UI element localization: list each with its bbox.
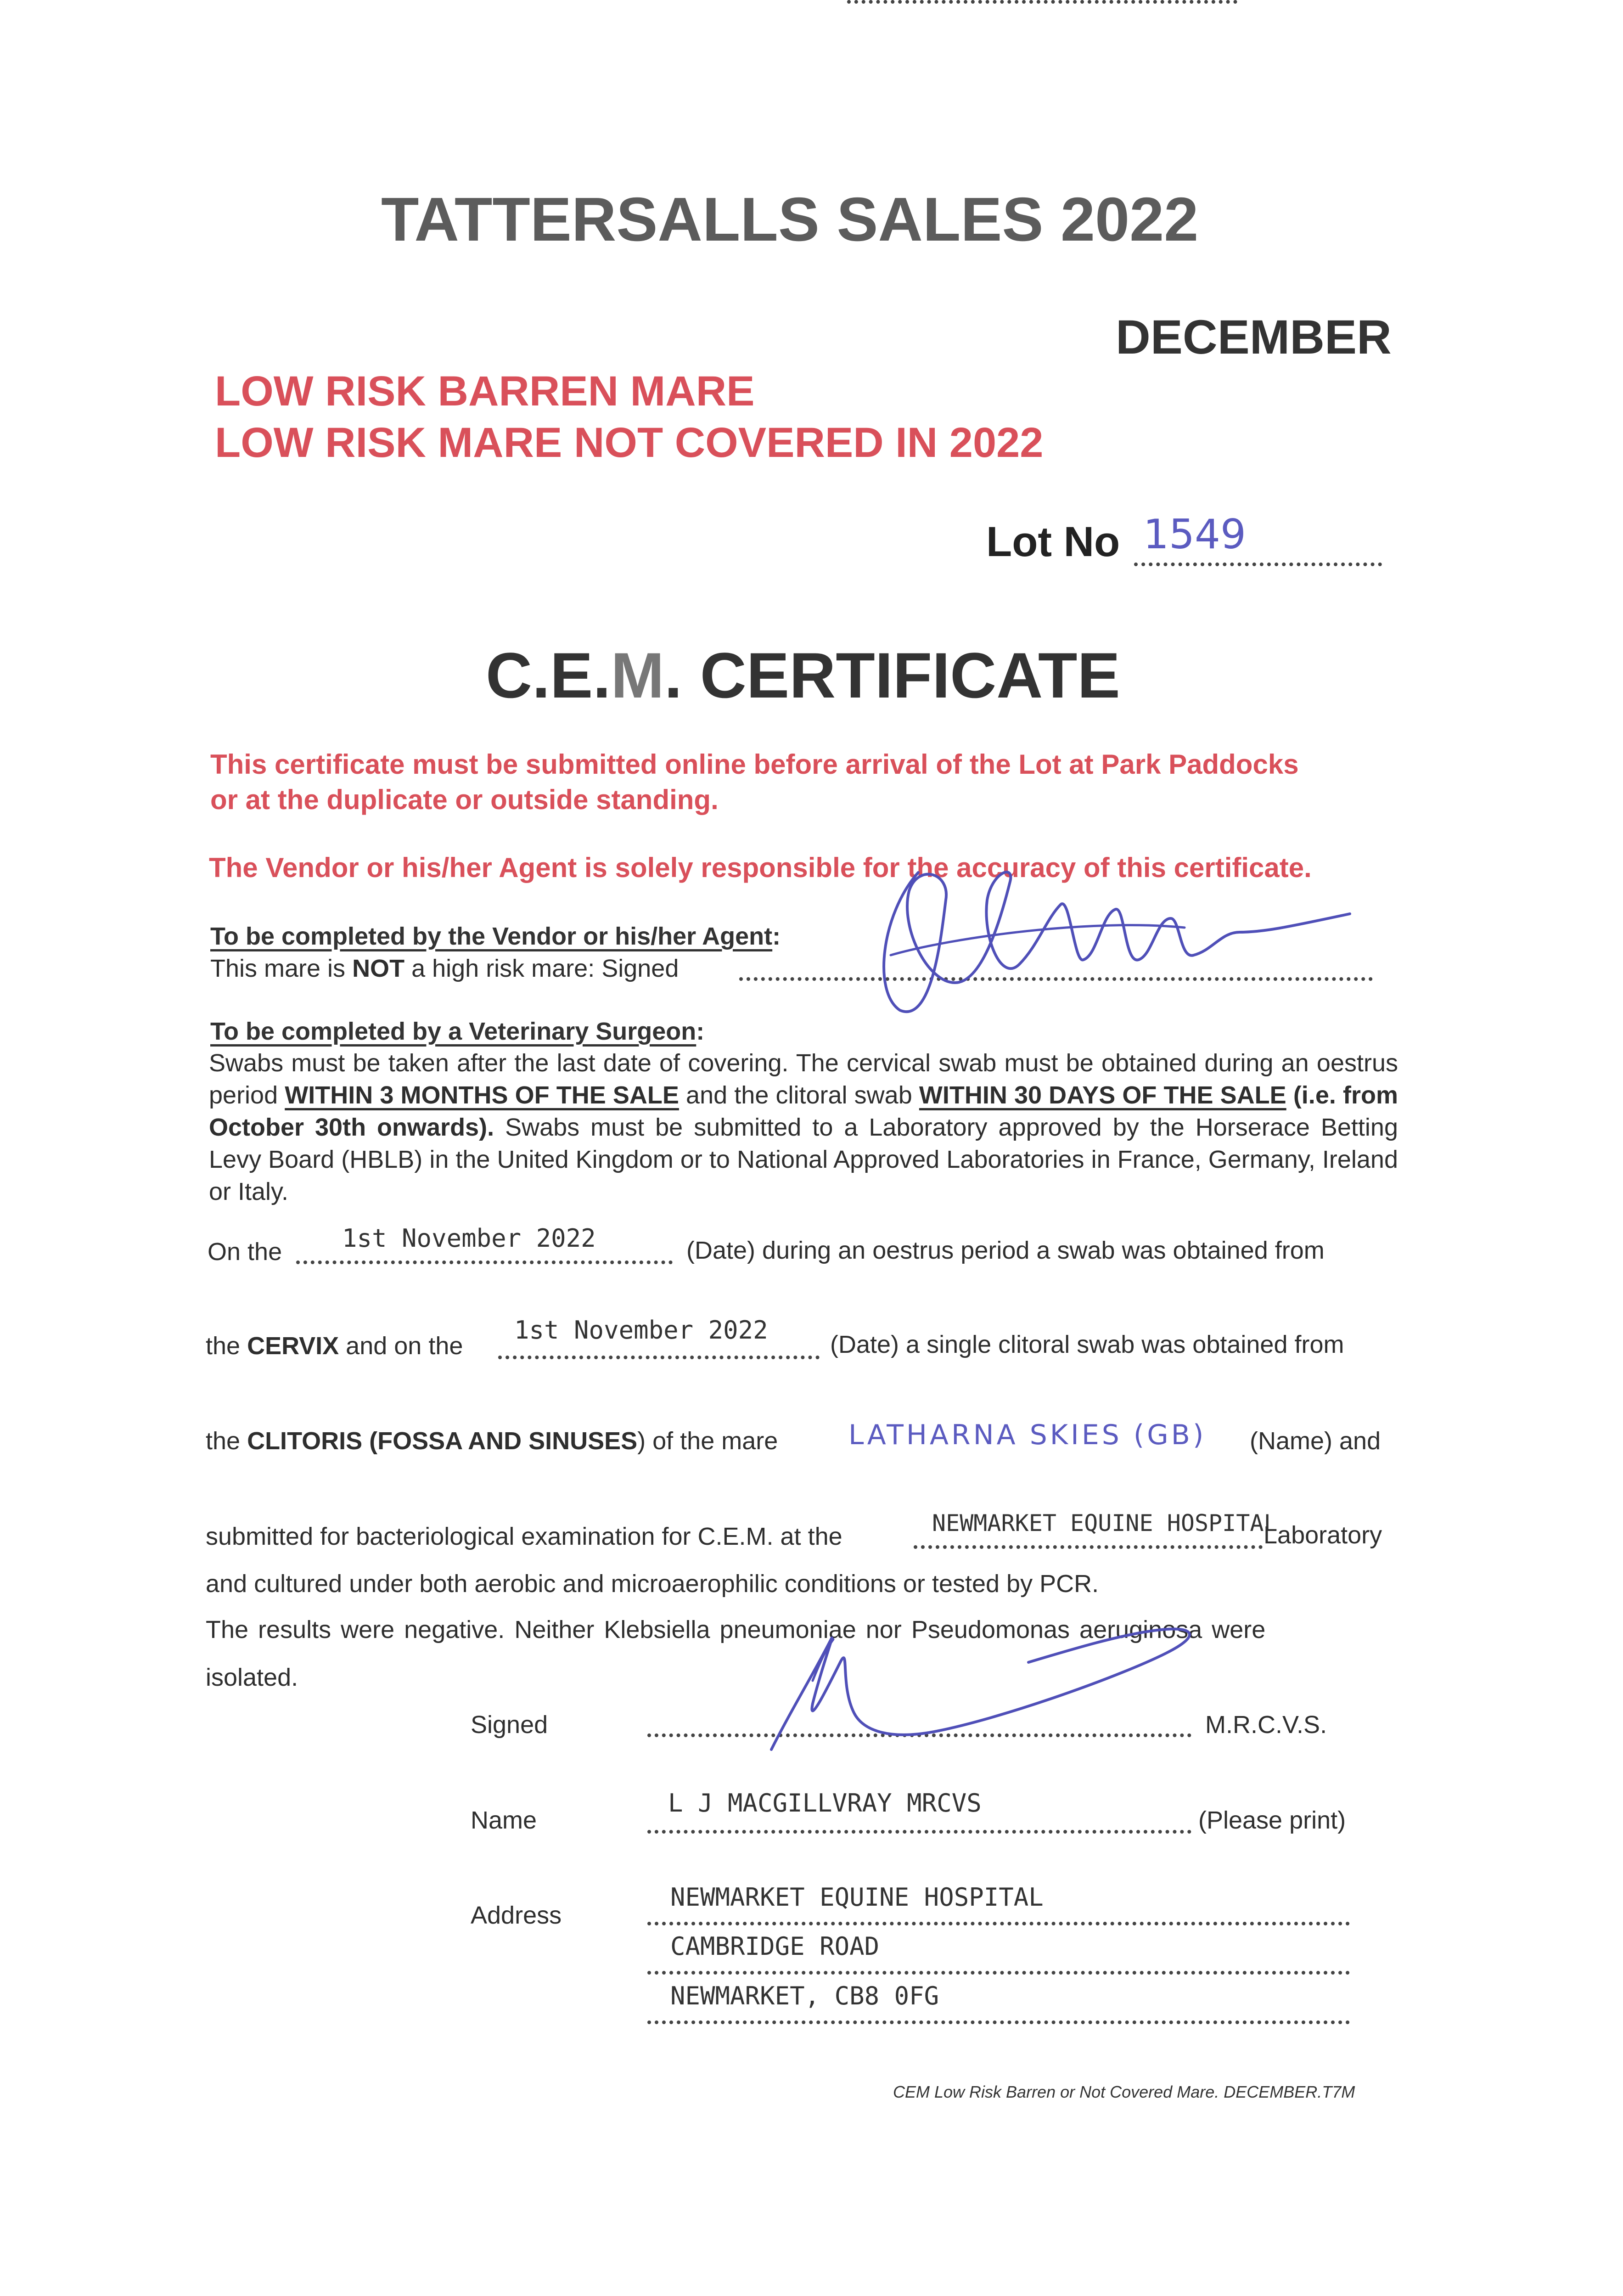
laboratory-name: NEWMARKET EQUINE HOSPITAL [932,1510,1278,1536]
cultured-statement: and cultured under both aerobic and microaerophilic conditions or tested by PCR. [206,1570,1099,1598]
cervix-label: CERVIX [247,1332,339,1360]
of-the-mare-label: ) of the mare [637,1427,778,1455]
vet-instructions-end: Swabs must be submitted to a Laboratory approved by the Horserace Betting Levy Board (HBLB) in the United Kingdom or to National Approved Laboratories in France, Germany, Ireland or Italy. [209,1114,1398,1205]
vet-instructions-bold1: WITHIN 3 MONTHS OF THE SALE [285,1081,679,1109]
the-label: the [206,1332,247,1360]
vet-instructions-bold3: (i.e. from October 30th onwards). [209,1081,1398,1141]
address-dots-1 [647,1922,1350,1925]
vet-heading: To be completed by a Veterinary Surgeon: [210,1018,705,1045]
lot-number-dots [1134,563,1382,566]
cervix-line-label [206,1332,463,1360]
on-the-label: On the [208,1238,282,1266]
vendor-heading-text: To be completed by the Vendor or his/her Agent [210,923,773,950]
date2-suffix: (Date) a single clitoral swab was obtained from [830,1331,1344,1358]
vet-signed-label: Signed [471,1711,548,1739]
vet-name-value: L J MACGILLVRAY MRCVS [668,1789,982,1818]
clitoris-line-label [206,1427,778,1455]
vet-name-dots [647,1830,1191,1834]
vet-signature [707,1612,1258,1763]
mare-name-dots [847,0,1237,4]
vendor-statement [210,954,679,983]
sale-month: DECEMBER [1116,310,1392,364]
vendor-signature [863,845,1368,1038]
mare-name: LATHARNA SKIES (GB) [848,1419,1207,1451]
certificate-title-part3: . CERTIFICATE [664,639,1120,711]
laboratory-suffix: Laboratory [1264,1521,1382,1549]
vendor-statement-post: a high risk mare: Signed [404,955,679,982]
address-dots-3 [647,2020,1350,2024]
footer-form-code: CEM Low Risk Barren or Not Covered Mare. DECEMBER.T7M [893,2082,1355,2101]
category-line-2: LOW RISK MARE NOT COVERED IN 2022 [215,419,1044,466]
clitoral-swab-date: 1st November 2022 [514,1316,768,1345]
submission-notice-line-1: This certificate must be submitted online before arrival of the Lot at Park Paddocks [210,749,1299,780]
submission-notice-line-2: or at the duplicate or outside standing. [210,784,719,815]
vendor-statement-not: NOT [352,955,405,982]
date1-suffix: (Date) during an oestrus period a swab was obtained from [686,1237,1325,1264]
document-title: TATTERSALLS SALES 2022 [381,185,1199,254]
results-line-2: isolated. [206,1664,298,1691]
and-on-the-label: and on the [339,1332,463,1360]
vendor-statement-pre: This mare is [210,955,353,982]
address-line-3: NEWMARKET, CB8 0FG [670,1981,939,2010]
date2-dots [498,1356,820,1359]
vet-instructions-p1: Swabs must be taken after the last date of covering. The cervical swab must be obtained during an oestrus period [209,1049,1398,1109]
mrcvs-label: M.R.C.V.S. [1205,1711,1327,1739]
vet-instructions [209,1047,1398,1208]
address-label: Address [471,1902,562,1929]
clitoris-label: CLITORIS (FOSSA AND SINUSES [247,1427,638,1455]
vendor-heading: To be completed by the Vendor or his/her Agent: [210,923,781,950]
vet-heading-text: To be completed by a Veterinary Surgeon [210,1018,696,1045]
results-line-1: The results were negative. Neither Klebsiella pneumoniae nor Pseudomonas aeruginosa were [206,1616,1266,1643]
laboratory-dots [914,1545,1263,1549]
lot-number-label: Lot No [986,518,1120,565]
certificate-title-part1: C.E. [486,639,611,711]
mare-name-suffix: (Name) and [1250,1427,1381,1455]
certificate-title [486,638,1120,713]
responsibility-notice: The Vendor or his/her Agent is solely responsible for the accuracy of this certificate. [209,852,1312,883]
the-label-2: the [206,1427,247,1455]
address-dots-2 [647,1971,1350,1975]
vet-instructions-bold2: WITHIN 30 DAYS OF THE SALE [919,1081,1286,1109]
date1-dots [296,1261,673,1264]
lot-number-value: 1549 [1143,511,1246,558]
certificate-title-part2: M [611,639,664,711]
please-print-label: (Please print) [1198,1806,1346,1834]
vet-instructions-mid: and the clitoral swab [679,1081,919,1109]
address-line-2: CAMBRIDGE ROAD [670,1932,880,1961]
cervix-swab-date: 1st November 2022 [342,1224,596,1253]
vet-name-label: Name [471,1806,537,1834]
category-line-1: LOW RISK BARREN MARE [215,368,755,415]
submitted-label: submitted for bacteriological examination for C.E.M. at the [206,1523,842,1550]
address-line-1: NEWMARKET EQUINE HOSPITAL [670,1883,1044,1912]
